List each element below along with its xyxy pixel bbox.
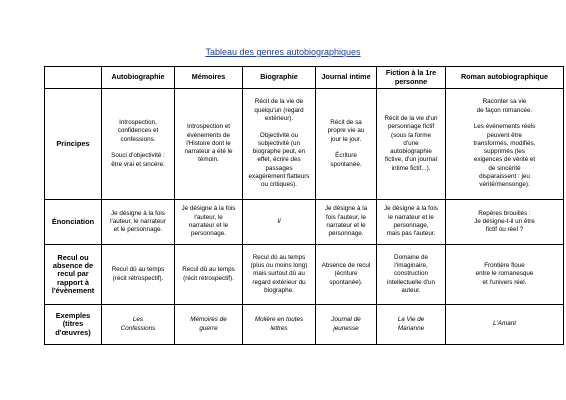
column-header: Autobiographie [102,67,175,89]
table-cell: Récit de la vie de quelqu'un (regard extérieur). Objectivité ou subjectivité (un biographe peut, en effet, écrire des passages exagérément flatteurs ou critiques). [243,89,316,200]
table-cell: Repères brouillés : Je désigne-t-il un être fictif ou réel ? [446,200,564,245]
document-title: Tableau des genres autobiographiques [205,47,361,57]
column-header: Journal intime [316,67,377,89]
row-header: Exemples (titres d'œuvres) [45,305,102,345]
table-cell: Raconter sa vie de façon romancée. Les événements réels peuvent être transformés, modifiés, supprimés (les exigences de vérité et de sincérité disparaissent : jeu vérité/mensonge). [446,89,564,200]
table-row-enonciation [45,200,564,245]
table-cell: Recul dû au temps (récit rétrospectif). [102,245,175,305]
column-header: Fiction à la 1re personne [377,67,446,89]
table-cell: Introspection, confidences et confessions. Souci d'objectivité : être vrai et sincère. [102,89,175,200]
table-cell: Récit de sa propre vie au jour le jour. Écriture spontanée. [316,89,377,200]
table-cell: Mémoires de guerre [175,305,243,345]
table-cell: L'Amant [446,305,564,345]
table-cell: Je désigne à la fois l'auteur, le narrateur et le personnage. [102,200,175,245]
table-cell: Recul dû au temps (plus ou moins long) mais surtout dû au regard extérieur du biographe. [243,245,316,305]
table-cell: Molière en toutes lettres [243,305,316,345]
table-cell: Je désigne à la fois le narrateur et le personnage, mais pas l'auteur. [377,200,446,245]
table-cell: Frontière floue entre le romanesque et l'univers réel. [446,245,564,305]
table-cell: Recul dû au temps (récit rétrospectif). [175,245,243,305]
table-cell: Les Confessions [102,305,175,345]
corner-cell [45,67,102,89]
header-row [45,67,564,89]
table-cell: Récit de la vie d'un personnage fictif (sous la forme d'une autobiographie fictive, d'un journal intime fictif...). [377,89,446,200]
table-row-recul [45,245,564,305]
genres-table [44,66,564,345]
table-cell: Je désigne à la fois l'auteur, le narrateur et le personnage. [175,200,243,245]
table-cell: Il [243,200,316,245]
column-header: Mémoires [175,67,243,89]
table-cell: La Vie de Marianne [377,305,446,345]
column-header: Biographie [243,67,316,89]
table-cell: Introspection et évènements de l'Histoire dont le narrateur a été le témoin. [175,89,243,200]
row-header: Principes [45,89,102,200]
row-header: Énonciation [45,200,102,245]
table-cell: Absence de recul (écriture spontanée). [316,245,377,305]
table-cell: Journal de jeunesse [316,305,377,345]
table-row-exemples [45,305,564,345]
row-header: Recul ou absence de recul par rapport à l'évènement [45,245,102,305]
table-cell: Je désigne à la fois l'auteur, le narrateur et le personnage. [316,200,377,245]
table-cell: Domaine de l'imaginaire, construction intellectuelle d'un auteur. [377,245,446,305]
column-header: Roman autobiographique [446,67,564,89]
table-row-principes [45,89,564,200]
